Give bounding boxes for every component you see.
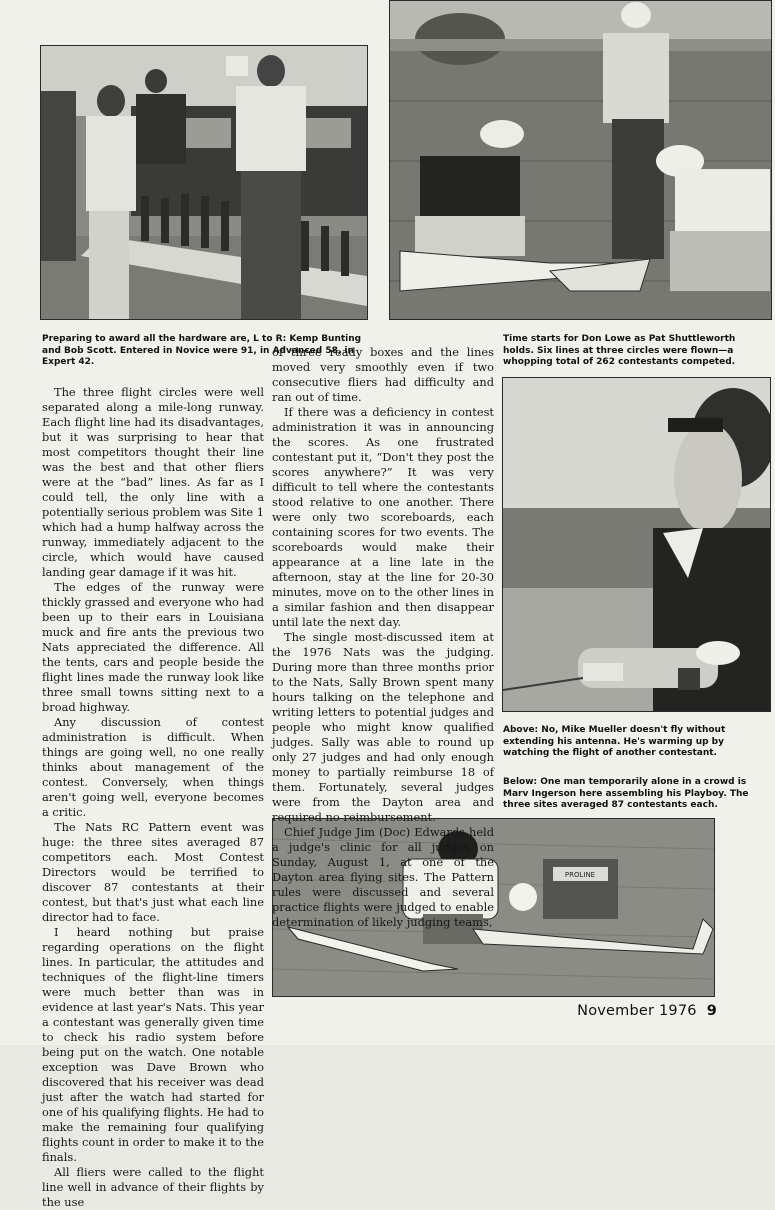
page-number: 9	[706, 1003, 717, 1019]
issue-date: November 1976	[577, 1003, 697, 1019]
paragraph: Chief Judge Jim (Doc) Edwards held a judge's clinic for all judges on Sunday, August 1, at one of the Dayton area flying sites. The Pattern rules were discussed and several practice flights were judged to enable determination of likely judging teams,	[272, 825, 494, 929]
caption-assembly: Below: One man temporarily alone in a crowd is Marv Ingerson here assembling his Playboy. The three sites averaged 87 contestants each.	[503, 777, 749, 810]
paragraph: If there was a deficiency in contest administration it was in announcing the scores. As one frustrated contestant put it, “Don't they post the scores anywhere?” It was very difficult to tell where the contestants stood relative to one another. There were only two scoreboards, each containing scores for two events. The scoreboards would make their appearance at a line late in the afternoon, stay at the line for 20-30 minutes, move on to the other lines in a similar fashion and then disappear until late the next day.	[272, 405, 494, 629]
caption-pilot-antenna: Above: No, Mike Mueller doesn't fly without extending his antenna. He's warming up by watching the flight of another contestant.	[503, 725, 726, 758]
photo-award-table	[40, 45, 368, 320]
photo-pilot-antenna	[502, 377, 771, 712]
paragraph: of three ready boxes and the lines moved very smoothly even if two consecutive fliers had difficulty and ran out of time.	[272, 345, 494, 404]
caption-award-table: Preparing to award all the hardware are, L to R: Kemp Bunting and Bob Scott. Entered in Novice were 91, in Advanced 58, in Expert 42.	[42, 334, 362, 367]
paragraph: All fliers were called to the flight line well in advance of their flights by the use	[42, 1165, 264, 1209]
paragraph: Any discussion of contest administration is difficult. When things are going well, no one really thinks about management of the contest. Conversely, when things aren't going well, everyone becomes a critic.	[42, 715, 264, 819]
paragraph: The edges of the runway were thickly grassed and everyone who had been up to their ears in Louisiana muck and fire ants the previous two Nats appreciated the difference. All the tents, cars and people beside the flight lines made the runway look like three small towns sitting next to a broad highway.	[42, 580, 264, 714]
paragraph: I heard nothing but praise regarding operations on the flight lines. In particular, the attitudes and techniques of the flight-line timers were much better than was in evidence at last year's Nats. This year a contestant was generally given time to check his radio system before being put on the watch. One notable exception was Dave Brown who discovered that his receiver was dead just after the watch had started for one of his qualifying flights. He had to make the remaining four qualifying flights count in order to make it to the finals.	[42, 925, 264, 1164]
box-label: PROLINE	[564, 871, 596, 879]
photo-plane-launch	[389, 0, 772, 320]
article-column-2	[272, 345, 494, 930]
paragraph: The single most-discussed item at the 1976 Nats was the judging. During more than three months prior to the Nats, Sally Brown spent many hours talking on the telephone and writing letters to potential judges and people who might know qualified judges. Sally was able to round up only 27 judges and had only enough money to partially reimburse 18 of them. Fortunately, several judges were from the Dayton area and required no reimbursement.	[272, 630, 494, 824]
paragraph: The Nats RC Pattern event was huge: the three sites averaged 87 competitors each. Most Contest Directors would be terrified to discover 87 contestants at their contest, but that's just what each line director had to face.	[42, 820, 264, 924]
article-column-1	[42, 385, 264, 1210]
paragraph: The three flight circles were well separated along a mile-long runway. Each flight line had its disadvantages, but it was surprising to hear that most competitors thought their line was the best and that other fliers were at the “bad” lines. As far as I could tell, the only line with a potentially serious problem was Site 1 which had a hump halfway across the runway, immediately adjacent to the circle, which would have caused landing gear damage if it was hit.	[42, 385, 264, 579]
page-footer	[577, 1003, 717, 1019]
caption-plane-launch: Time starts for Don Lowe as Pat Shuttleworth holds. Six lines at three circles were flown—a whopping total of 262 contestants competed.	[503, 334, 736, 367]
